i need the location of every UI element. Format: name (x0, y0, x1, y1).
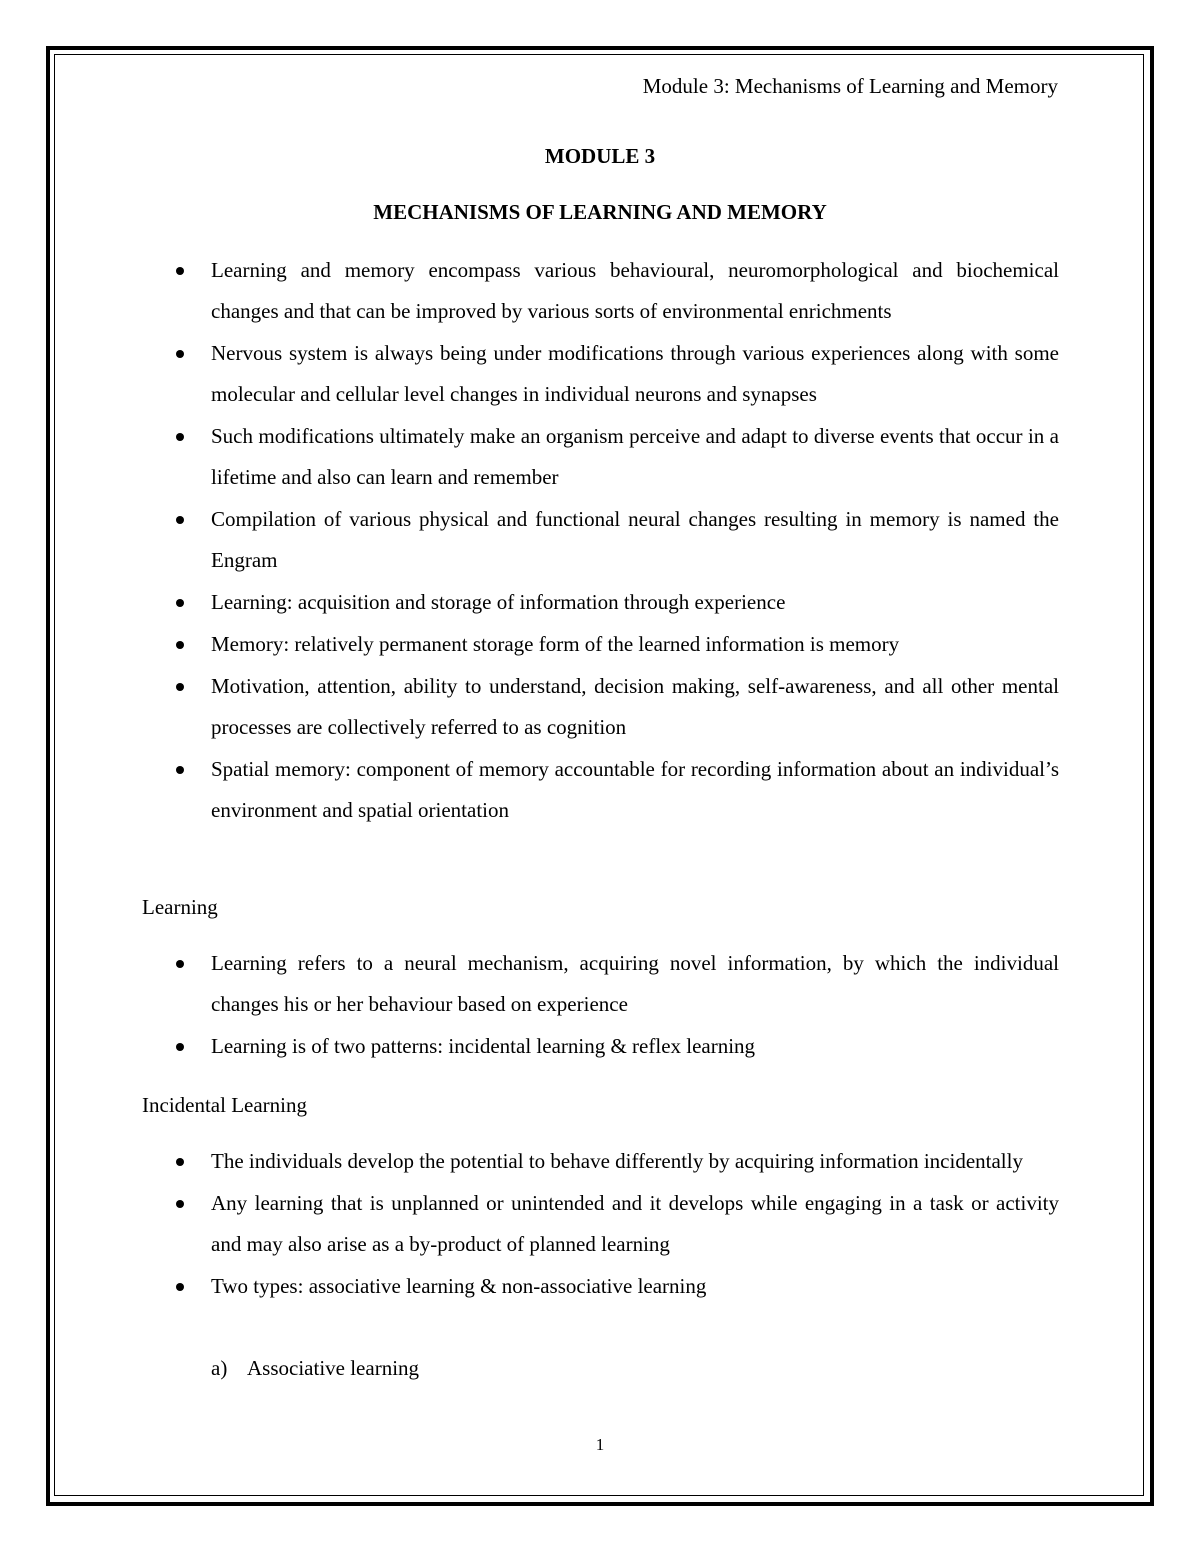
bullet-icon (176, 267, 184, 275)
bullet-icon (176, 433, 184, 441)
list-item (211, 666, 1059, 748)
list-item (211, 582, 1059, 623)
list-item (211, 624, 1059, 665)
bullet-text: Compilation of various physical and functional neural changes resulting in memory is named the Engram (211, 507, 1059, 572)
page-number: 1 (595, 1435, 605, 1454)
section-heading-learning: Learning (142, 895, 218, 919)
bullet-text: Learning refers to a neural mechanism, acquiring novel information, by which the individual changes his or her behaviour based on experience (211, 951, 1059, 1016)
bullet-text: Two types: associative learning & non-associative learning (211, 1274, 707, 1298)
bullet-text: Learning is of two patterns: incidental learning & reflex learning (211, 1034, 756, 1058)
learning-bullet-list (211, 943, 1059, 1068)
bullet-icon (176, 1283, 184, 1291)
bullet-text: Such modifications ultimately make an organism perceive and adapt to diverse events that occur in a lifetime and also can learn and remember (211, 424, 1059, 489)
bullet-icon (176, 1158, 184, 1166)
bullet-text: Learning and memory encompass various behavioural, neuromorphological and biochemical changes and that can be improved by various sorts of environmental enrichments (211, 258, 1059, 323)
bullet-icon (176, 641, 184, 649)
bullet-text: Nervous system is always being under modifications through various experiences along with some molecular and cellular level changes in individual neurons and synapses (211, 341, 1059, 406)
incidental-bullet-list (211, 1141, 1059, 1308)
sub-item-text: Associative learning (247, 1356, 420, 1380)
bullet-text: Spatial memory: component of memory accountable for recording information about an individual’s environment and spatial orientation (211, 757, 1059, 822)
bullet-icon (176, 960, 184, 968)
bullet-text: Learning: acquisition and storage of information through experience (211, 590, 786, 614)
list-item (211, 416, 1059, 498)
list-item (211, 1183, 1059, 1265)
section-heading-incidental-learning: Incidental Learning (142, 1093, 308, 1117)
bullet-icon (176, 766, 184, 774)
bullet-text: Motivation, attention, ability to understand, decision making, self-awareness, and all other mental processes are collectively referred to as cognition (211, 674, 1059, 739)
bullet-icon (176, 1200, 184, 1208)
list-item (211, 943, 1059, 1025)
module-title: MODULE 3 (544, 144, 656, 168)
list-item (211, 1026, 1059, 1067)
list-item (211, 749, 1059, 831)
page-title: MECHANISMS OF LEARNING AND MEMORY (373, 200, 827, 224)
list-item (211, 250, 1059, 332)
bullet-icon (176, 350, 184, 358)
list-item (211, 1141, 1059, 1182)
list-item (211, 1266, 1059, 1307)
list-item (211, 333, 1059, 415)
bullet-icon (176, 683, 184, 691)
bullet-icon (176, 599, 184, 607)
sub-list-item (211, 1354, 419, 1382)
intro-bullet-list (211, 250, 1059, 832)
list-item (211, 499, 1059, 581)
bullet-icon (176, 516, 184, 524)
bullet-text: Memory: relatively permanent storage form of the learned information is memory (211, 632, 900, 656)
running-header: Module 3: Mechanisms of Learning and Memory (642, 74, 1058, 98)
bullet-icon (176, 1043, 184, 1051)
sub-item-marker: a) (211, 1356, 228, 1380)
bullet-text: The individuals develop the potential to behave differently by acquiring information incidentally (211, 1149, 1023, 1173)
bullet-text: Any learning that is unplanned or unintended and it develops while engaging in a task or activity and may also arise as a by-product of planned learning (211, 1191, 1059, 1256)
